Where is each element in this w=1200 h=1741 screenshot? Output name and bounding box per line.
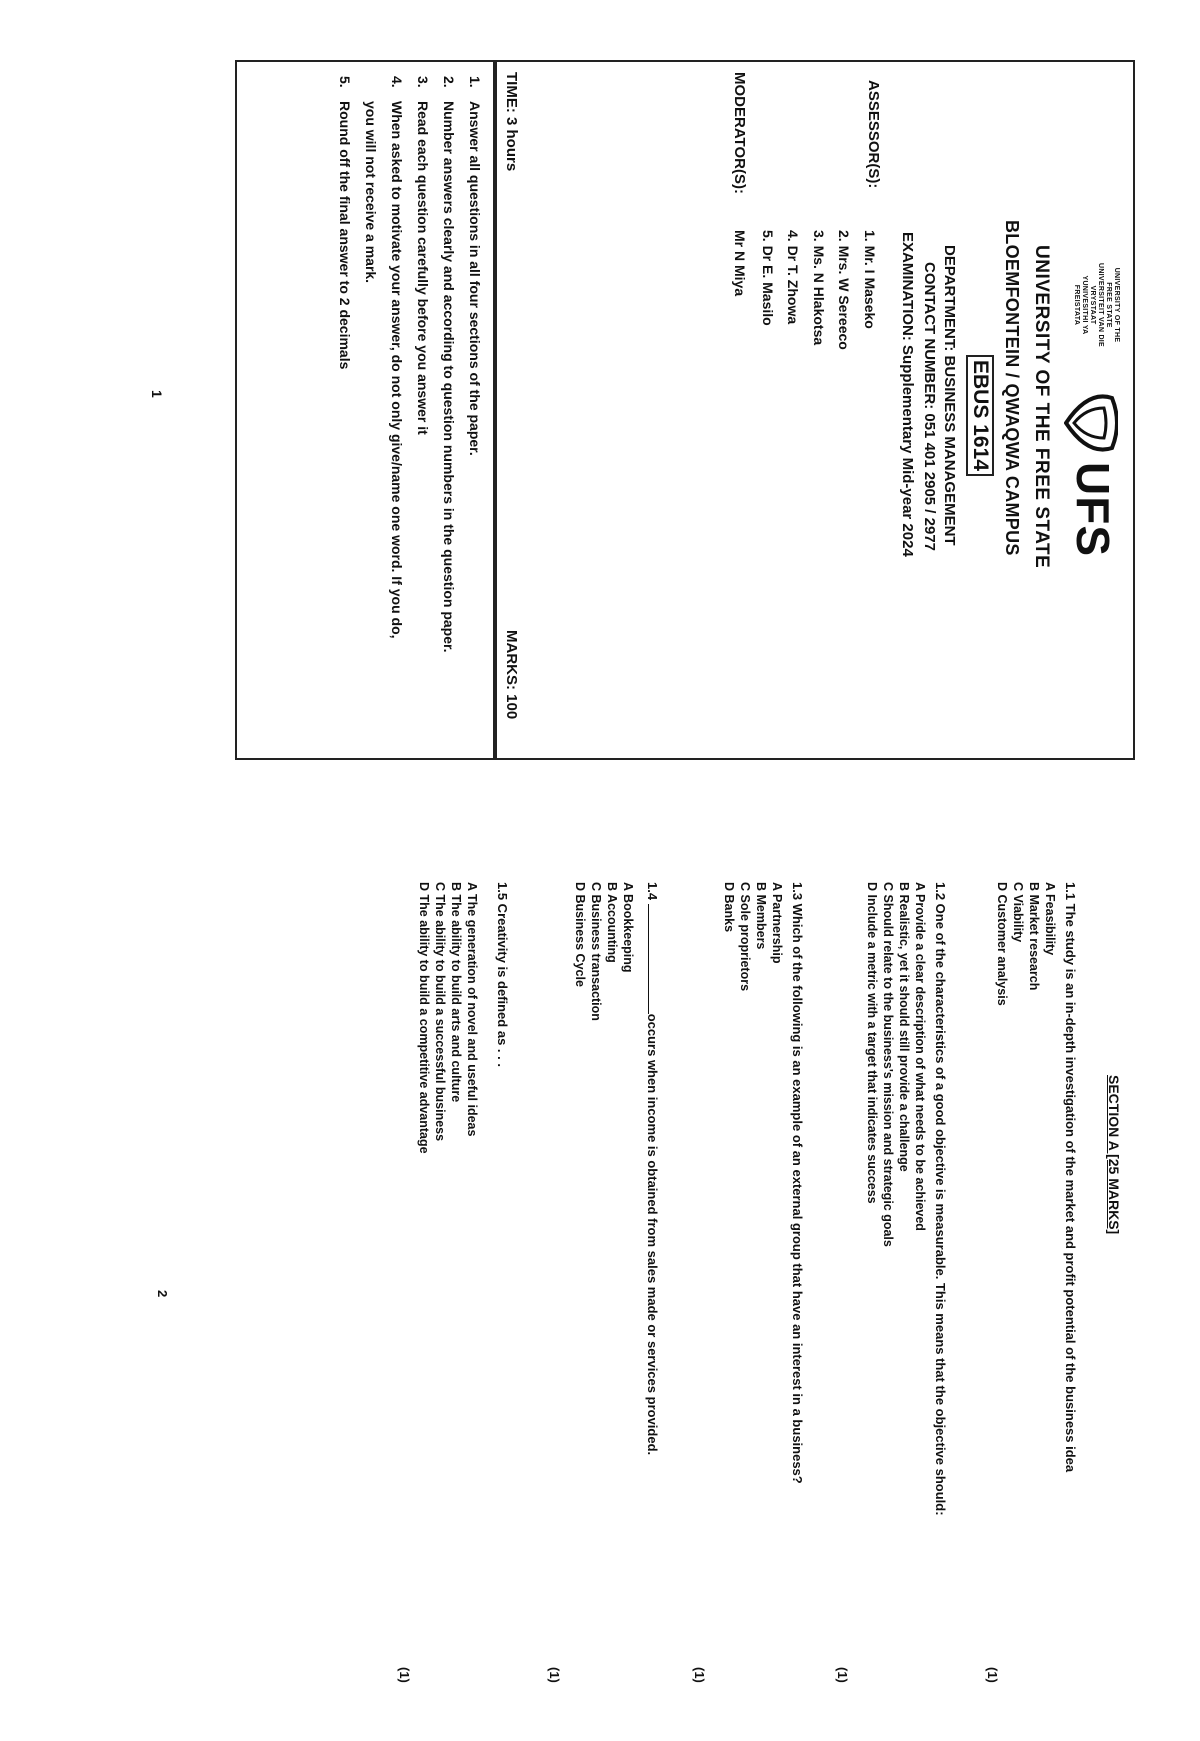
- contact-number: CONTACT NUMBER: 051 401 2905 / 2977: [921, 262, 938, 551]
- campus-name: BLOEMFONTEIN / QWAQWA CAMPUS: [1002, 220, 1022, 556]
- question-mark: (1): [835, 1667, 850, 1683]
- question-1-4: [547, 882, 660, 1702]
- question-text: 1.3 Which of the following is an example of an external group that have an interest in a business?: [790, 882, 805, 1484]
- instructions-list: [332, 76, 488, 756]
- question-text: 1.2 One of the characteristics of a good objective is measurable. This means that the objective should:: [933, 882, 948, 1516]
- moderator-label: MODERATOR(S):: [731, 72, 748, 194]
- question-text: 1.1 The study is an in-depth investigation of the market and profit potential of the business idea: [1063, 882, 1078, 1473]
- question-options: [864, 882, 928, 1702]
- option-item: A Partnership: [770, 882, 784, 964]
- question-mark: (1): [397, 1667, 412, 1683]
- instruction-item: 3. Read each question carefully before you answer it: [415, 76, 431, 435]
- instruction-item: 1. Answer all questions in all four sections of the paper.: [467, 76, 483, 456]
- option-item: C The ability to build a successful business: [433, 882, 447, 1142]
- option-item: C Should relate to the business's mission and strategic goals: [881, 882, 895, 1247]
- option-item: A The generation of novel and useful ideas: [465, 882, 479, 1137]
- option-item: D Banks: [722, 882, 736, 933]
- assessor-label: ASSESSOR(S):: [865, 80, 882, 189]
- assessor-item: 2. Mrs. W Sereeco: [836, 230, 853, 350]
- question-mark: (1): [692, 1667, 707, 1683]
- question-text: 1.5 Creativity is defined as . . .: [495, 882, 510, 1067]
- question-1-5: [397, 882, 510, 1702]
- option-item: A Bookkeeping: [621, 882, 635, 973]
- question-options: [572, 882, 636, 1702]
- option-item: C Sole proprietors: [738, 882, 752, 992]
- exam-marks: MARKS: 100: [503, 630, 520, 720]
- instruction-continuation: you will not receive a mark.: [363, 101, 379, 284]
- option-item: B The ability to build arts and culture: [449, 882, 463, 1103]
- answer-blank: [648, 904, 659, 1014]
- question-options: [721, 882, 785, 1702]
- instruction-item: 5. Round off the final answer to 2 decimals: [337, 76, 353, 370]
- university-name: UNIVERSITY OF THE FREE STATE: [1031, 245, 1052, 569]
- option-item: A Provide a clear description of what needs to be achieved: [913, 882, 927, 1231]
- option-item: A Feasibility: [1043, 882, 1057, 956]
- examination: EXAMINATION: Supplementary Mid-year 2024: [899, 232, 916, 557]
- question-options: [994, 882, 1058, 1702]
- option-item: C Viability: [1011, 882, 1025, 943]
- question-options: [416, 882, 480, 1702]
- moderator-name: Mr N Miya: [732, 230, 748, 297]
- question-mark: (1): [985, 1667, 1000, 1683]
- assessor-item: 3. Ms. N Hlakotsa: [811, 230, 827, 346]
- option-item: B Market research: [1027, 882, 1041, 991]
- assessor-item: 5. Dr E. Masilo: [760, 230, 776, 326]
- option-item: B Members: [754, 882, 768, 950]
- exam-time: TIME: 3 hours: [503, 72, 520, 172]
- option-item: B Realistic, yet it should still provide a challenge: [897, 882, 911, 1172]
- question-1-1: [985, 882, 1078, 1702]
- option-item: D The ability to build a competitive advantage: [417, 882, 431, 1154]
- option-item: D Include a metric with a target that indicates success: [865, 882, 879, 1204]
- question-1-3: [692, 882, 805, 1702]
- ufs-emblem-icon: [1064, 390, 1118, 456]
- option-item: B Accounting: [605, 882, 619, 963]
- option-item: D Business Cycle: [573, 882, 587, 987]
- instruction-item: 4. When asked to motivate your answer, do not only give/name one word. If you do,: [389, 76, 405, 639]
- question-text: 1.4 occurs when income is obtained from sales made or services provided.: [645, 882, 660, 1456]
- option-item: C Business transaction: [589, 882, 603, 1021]
- ufs-wordmark: UFS: [1067, 462, 1119, 557]
- question-mark: (1): [547, 1667, 562, 1683]
- instruction-item: 2. Number answers clearly and according to question numbers in the question paper.: [441, 76, 457, 653]
- ufs-logo: [1060, 230, 1120, 650]
- module-code: EBUS 1614: [966, 355, 994, 476]
- department: DEPARTMENT: BUSINESS MANAGEMENT: [941, 245, 958, 546]
- section-a-title: SECTION A [25 MARKS]: [1106, 1075, 1122, 1235]
- page-number-1: 1: [149, 390, 165, 398]
- question-1-2: [835, 882, 948, 1702]
- option-item: D Customer analysis: [995, 882, 1009, 1006]
- assessor-list: [755, 230, 883, 350]
- assessor-item: 1. Mr. I Maseko: [862, 230, 878, 329]
- assessor-item: 4. Dr T. Zhowa: [785, 230, 802, 325]
- logo-text: UNIVERSITY OF THE FREE STATE UNIVERSITEIT VAN DIE VRYSTAAT YUNIVESITHI YA FREISTATA: [1073, 262, 1120, 348]
- page-number-2: 2: [155, 1290, 170, 1298]
